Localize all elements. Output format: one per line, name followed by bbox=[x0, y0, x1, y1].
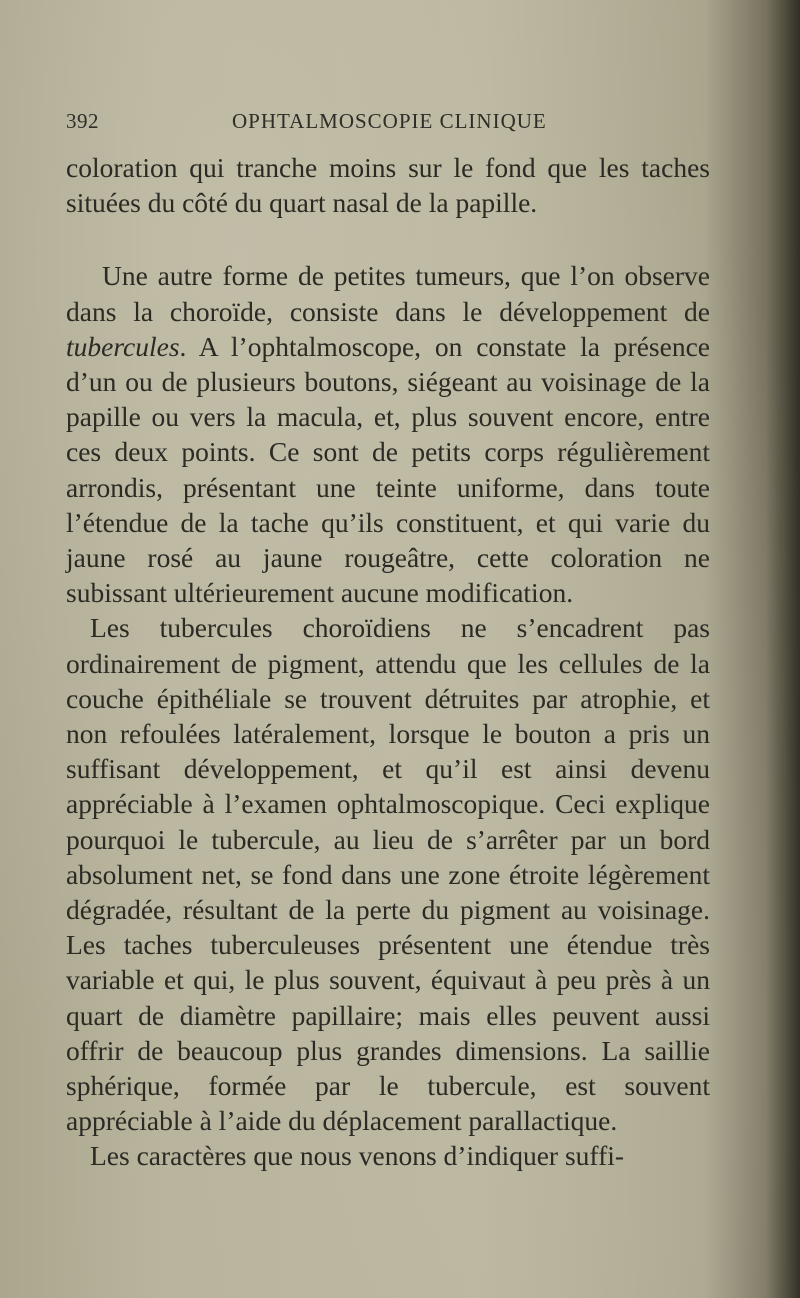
running-header bbox=[66, 103, 706, 137]
body-text bbox=[66, 150, 710, 1174]
page-number: 392 bbox=[66, 109, 99, 133]
paragraph-pigment: Les tubercules choroïdiens ne s’encadrent pas ordinairement de pigment, attendu que les cellules de la couche épithéliale se trouvent détruites par atrophie, et non refoulées latéralement, lorsque le bouton a pris un suffisant développement, et qu’il est ainsi devenu appréciable à l’examen ophtalmoscopique. Ceci explique pourquoi le tubercule, au lieu de s’arrêter par un bord absolument net, se fond dans une zone étroite légèrement dégradée, résultant de la perte du pigment au voisinage. Les taches tuberculeuses présentent une étendue très variable et qui, le plus souvent, équivaut à peu près à un quart de diamètre papillaire; mais elles peuvent aussi offrir de beaucoup plus grandes dimensions. La saillie sphérique, formée par le tubercule, est souvent appréciable à l’aide du déplacement parallactique. bbox=[66, 612, 710, 1137]
paragraph-continued: coloration qui tranche moins sur le fond que les taches situées du côté du quart nasal de la papille. bbox=[66, 152, 710, 219]
paragraph-text-before: Une autre forme de petites tumeurs, que l’on observe dans la choroïde, consiste dans le développement de bbox=[66, 260, 710, 327]
paragraph-text-after: . A l’ophtalmoscope, on constate la présence d’un ou de plusieurs boutons, siégeant au voisinage de la papille ou vers la macula, et, plus souvent encore, entre ces deux points. Ce sont de petits corps régulièrement arrondis, présentant une teinte uniforme, dans toute l’étendue de la tache qu’ils constituent, et qui varie du jaune rosé au jaune rougeâtre, cette coloration ne subissant ultérieurement aucune modification. bbox=[66, 330, 710, 609]
paragraph-characteristics: Les caractères que nous venons d’indiquer suffi- bbox=[90, 1140, 625, 1172]
emphasis-term: tubercules bbox=[66, 330, 180, 362]
page-edge-shadow bbox=[766, 0, 800, 1298]
running-title: OPHTALMOSCOPIE CLINIQUE bbox=[232, 109, 547, 133]
paragraph-tubercules bbox=[66, 258, 710, 610]
